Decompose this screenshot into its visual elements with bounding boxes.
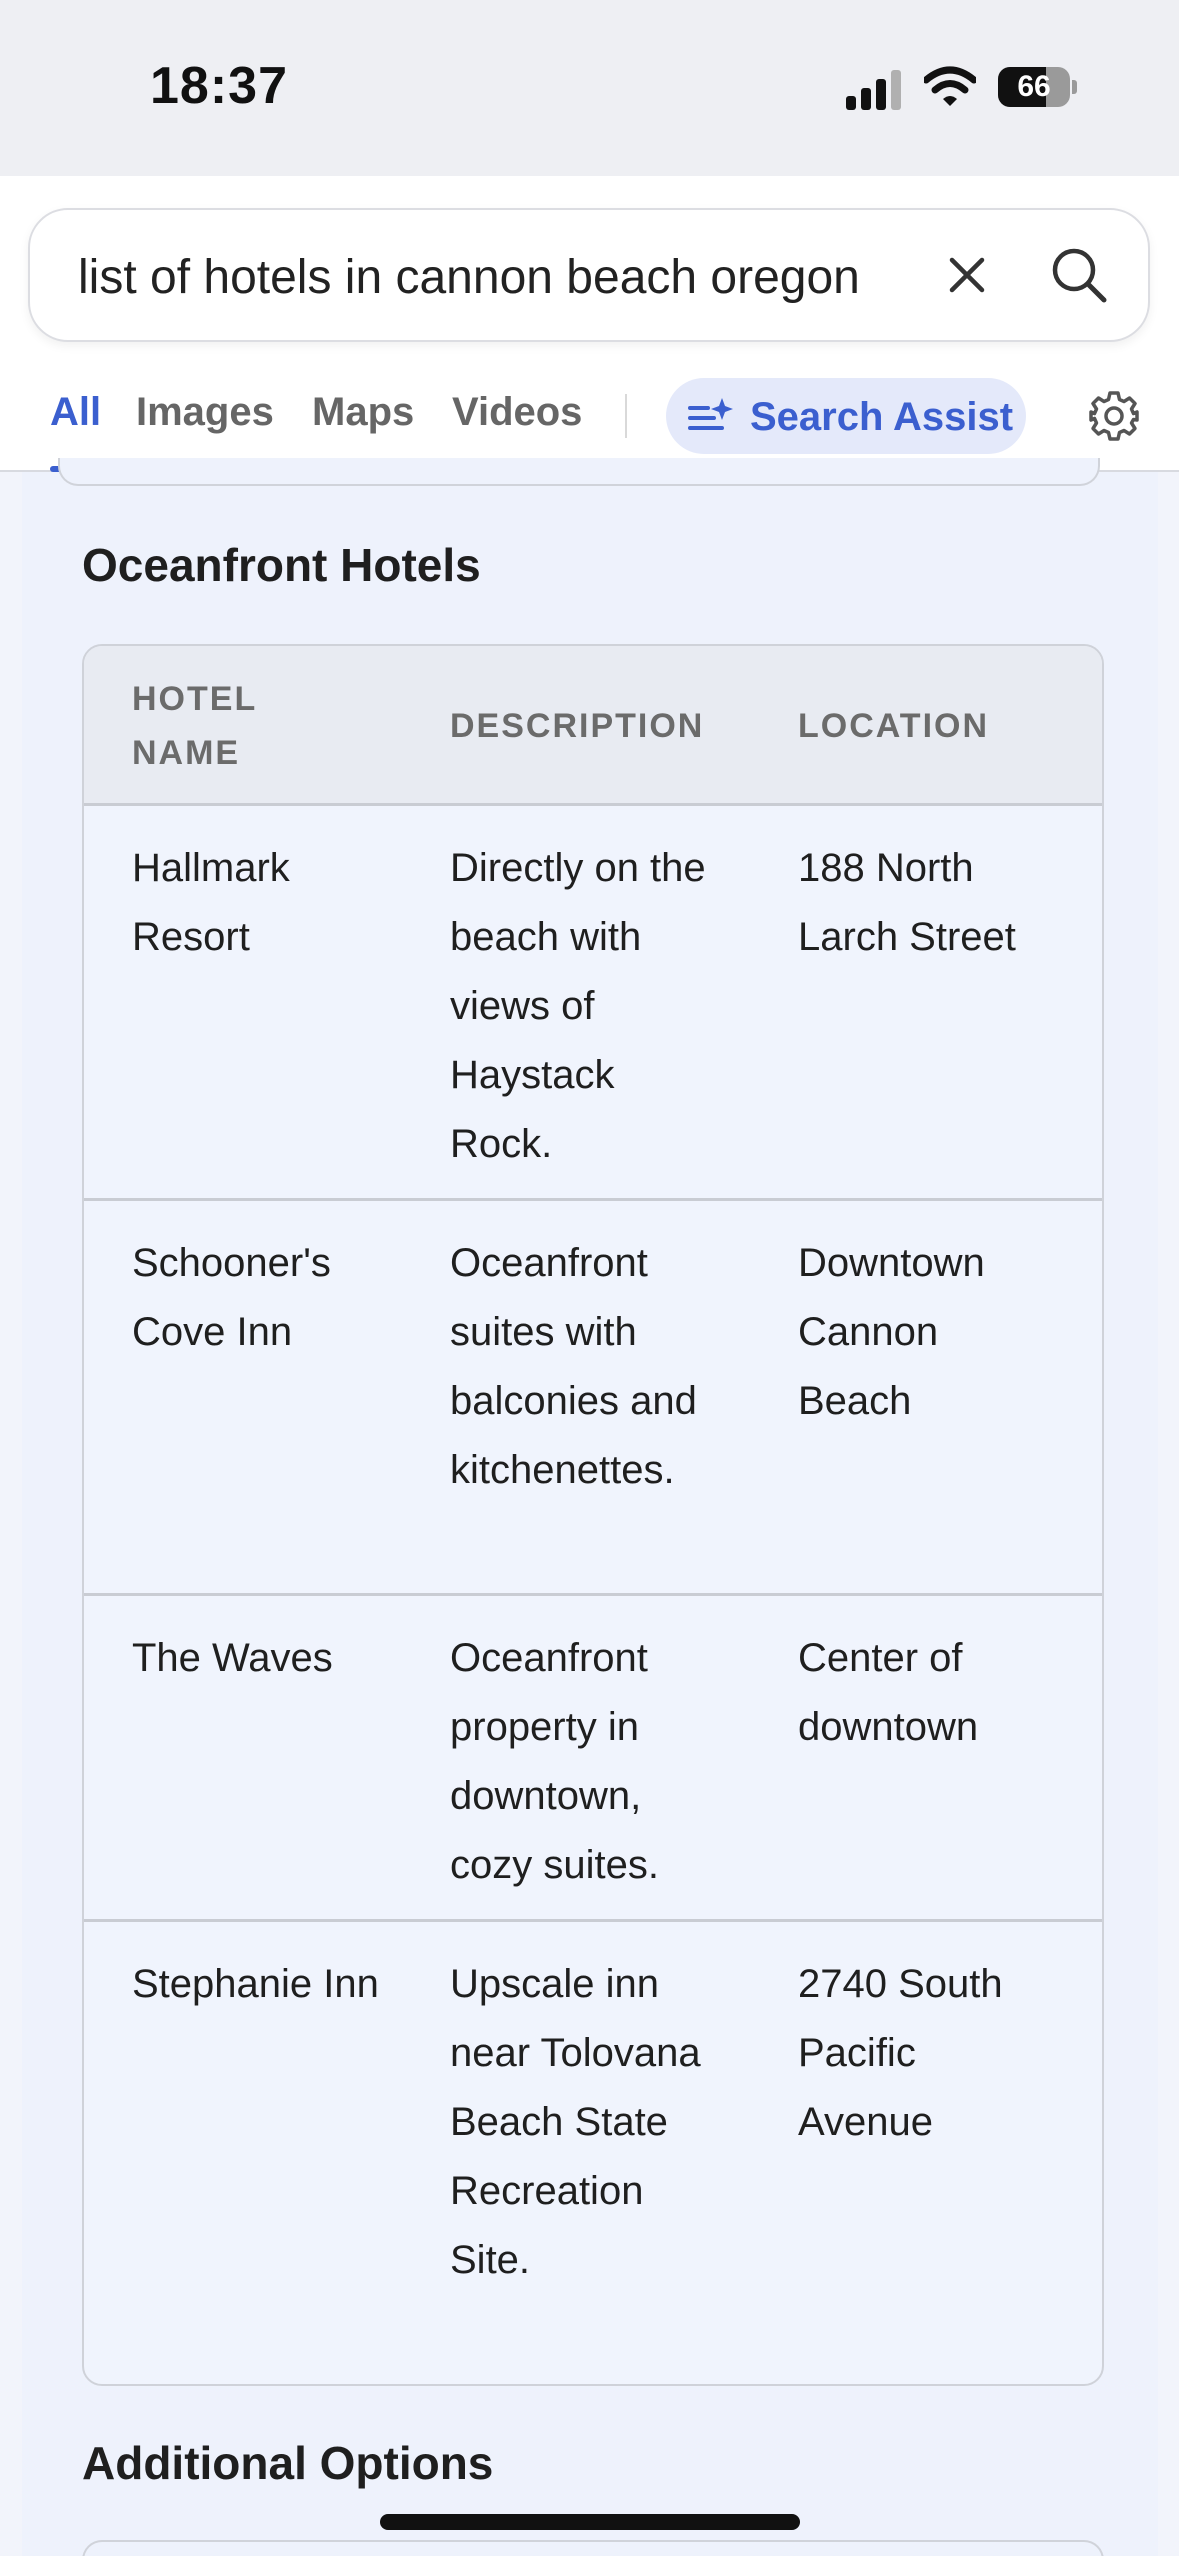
- table-header: [84, 646, 1102, 806]
- tab-videos[interactable]: Videos: [452, 390, 583, 434]
- table-row: [84, 1922, 1102, 2386]
- signal-icon: [846, 70, 906, 110]
- tab-maps[interactable]: Maps: [312, 390, 415, 434]
- close-icon[interactable]: [942, 250, 992, 300]
- search-input[interactable]: [28, 208, 1150, 342]
- search-icon[interactable]: [1050, 246, 1108, 304]
- home-indicator[interactable]: [380, 2514, 800, 2530]
- description-cell: Oceanfront property in downtown, cozy suites.: [450, 1636, 659, 1887]
- tab-images[interactable]: Images: [136, 390, 274, 434]
- status-time: 18:37: [150, 57, 288, 115]
- hotels-table: [82, 644, 1104, 2386]
- location-cell: 2740 South Pacific Avenue: [798, 1962, 1003, 2144]
- table-row: [84, 1596, 1102, 1922]
- wifi-icon: [924, 66, 976, 108]
- hotel-name-cell: Schooner's Cove Inn: [132, 1241, 331, 1354]
- battery-level: 66: [1017, 70, 1051, 103]
- tab-all[interactable]: All: [50, 390, 102, 434]
- column-header-hotel-name: HOTEL NAME: [132, 680, 257, 772]
- location-cell: 188 North Larch Street: [798, 846, 1016, 959]
- hotel-name-cell: Hallmark Resort: [132, 846, 290, 959]
- gear-icon[interactable]: [1088, 390, 1140, 442]
- table-row: [84, 806, 1102, 1201]
- next-card-edge: [82, 2540, 1104, 2556]
- section-title: Oceanfront Hotels: [82, 539, 481, 591]
- status-bar: [0, 0, 1179, 176]
- battery-icon: [998, 67, 1076, 107]
- search-assist-label: Search Assist: [750, 395, 1014, 439]
- table-row: [84, 1201, 1102, 1596]
- search-assist-button[interactable]: [666, 378, 1026, 454]
- search-query[interactable]: list of hotels in cannon beach oregon: [78, 251, 860, 304]
- hotel-name-cell: The Waves: [132, 1636, 333, 1680]
- column-header-description: DESCRIPTION: [450, 707, 705, 745]
- location-cell: Downtown Cannon Beach: [798, 1241, 985, 1423]
- description-cell: Oceanfront suites with balconies and kitchenettes.: [450, 1241, 697, 1492]
- tab-divider: [625, 394, 627, 438]
- description-cell: Upscale inn near Tolovana Beach State Recreation Site.: [450, 1962, 701, 2282]
- sparkle-list-icon: [688, 396, 736, 436]
- hotel-name-cell: Stephanie Inn: [132, 1962, 379, 2006]
- previous-card-edge: [58, 458, 1100, 486]
- description-cell: Directly on the beach with views of Haystack Rock.: [450, 846, 706, 1166]
- location-cell: Center of downtown: [798, 1636, 979, 1749]
- column-header-location: LOCATION: [798, 707, 990, 745]
- next-section-title: Additional Options: [82, 2437, 494, 2489]
- search-header: [0, 176, 1179, 472]
